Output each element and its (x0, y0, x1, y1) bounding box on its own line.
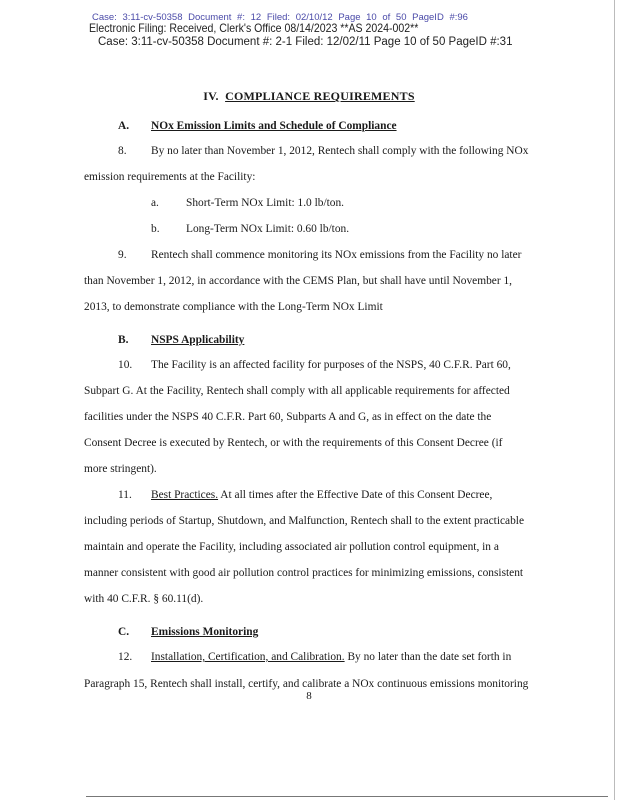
para11-line-4: manner consistent with good air pollution control practices for minimizing emissions, consistent (84, 567, 524, 579)
header-efiling-stamp: Electronic Filing: Received, Clerk's Office 08/14/2023 **AS 2024-002** (89, 21, 419, 35)
para8-item-b-label: b. (151, 223, 160, 235)
para10-number: 10. (118, 359, 133, 371)
subsection-b-heading (118, 334, 244, 346)
subsection-c-label: C. (118, 626, 130, 638)
para10-line-3: facilities under the NSPS 40 C.F.R. Part 60, Subparts A and G, as in effect on the date the (84, 411, 492, 423)
para11-number: 11. (118, 489, 132, 501)
para8-line-1 (118, 144, 528, 158)
para9-line-1 (118, 248, 521, 262)
para8-item-a (151, 196, 344, 210)
para12-number: 12. (118, 651, 133, 663)
para11-line-1-text: At all times after the Effective Date of this Consent Decree, (218, 489, 493, 501)
para8-item-b (151, 222, 349, 236)
para11-line-3: maintain and operate the Facility, including associated air pollution control equipment, in a (84, 541, 499, 553)
section-title (0, 89, 618, 104)
para8-item-b-text: Long-Term NOx Limit: 0.60 lb/ton. (186, 223, 350, 235)
para11-line-1 (118, 488, 492, 502)
page-number: 8 (306, 690, 312, 702)
para12-line-1-text: By no later than the date set forth in (344, 651, 512, 663)
para10-line-2: Subpart G. At the Facility, Rentech shall comply with all applicable requirements for affected (84, 385, 510, 397)
section-number: IV. (203, 89, 219, 103)
footer-rule (86, 796, 608, 797)
subsection-c-heading (118, 626, 258, 638)
para8-line-2: emission requirements at the Facility: (84, 171, 256, 183)
para10-line-1 (118, 358, 511, 372)
para9-number: 9. (118, 249, 127, 261)
subsection-b-title: NSPS Applicability (151, 334, 245, 346)
para12-heading: Installation, Certification, and Calibration. (151, 651, 345, 663)
section-title-text: COMPLIANCE REQUIREMENTS (225, 89, 415, 103)
subsection-a-title: NOx Emission Limits and Schedule of Compliance (151, 120, 397, 132)
para10-line-4: Consent Decree is executed by Rentech, or with the requirements of this Consent Decree (if (84, 437, 503, 449)
subsection-c-title: Emissions Monitoring (151, 626, 259, 638)
para9-line-2: than November 1, 2012, in accordance with the CEMS Plan, but shall have until November 1, (84, 275, 513, 287)
para8-line-1-text: By no later than November 1, 2012, Rentech shall comply with the following NOx (151, 145, 529, 157)
para11-heading: Best Practices. (151, 489, 219, 501)
para12-line-2: Paragraph 15, Rentech shall install, certify, and calibrate a NOx continuous emissions monitoring (84, 678, 529, 690)
header-case-line: Case: 3:11-cv-50358 Document #: 2-1 Filed: 12/02/11 Page 10 of 50 PageID #:31 (98, 36, 513, 48)
para9-line-1-text: Rentech shall commence monitoring its NOx emissions from the Facility no later (151, 249, 522, 261)
subsection-a-heading (118, 120, 397, 132)
page-edge-line (614, 0, 615, 800)
subsection-b-label: B. (118, 334, 129, 346)
para9-line-3: 2013, to demonstrate compliance with the Long-Term NOx Limit (84, 301, 383, 313)
para11-line-5: with 40 C.F.R. § 60.11(d). (84, 593, 204, 605)
para8-number: 8. (118, 145, 127, 157)
header-top-line: Case: 3:11-cv-50358 Document #: 12 Filed: 02/10/12 Page 10 of 50 PageID #:96 (92, 12, 468, 23)
para10-line-1-text: The Facility is an affected facility for purposes of the NSPS, 40 C.F.R. Part 60, (151, 359, 511, 371)
para8-item-a-text: Short-Term NOx Limit: 1.0 lb/ton. (186, 197, 345, 209)
para11-line-2: including periods of Startup, Shutdown, and Malfunction, Rentech shall to the extent practicable (84, 515, 525, 527)
para10-line-5: more stringent). (84, 463, 157, 475)
para12-line-1 (118, 650, 511, 664)
para8-item-a-label: a. (151, 197, 159, 209)
subsection-a-label: A. (118, 120, 130, 132)
